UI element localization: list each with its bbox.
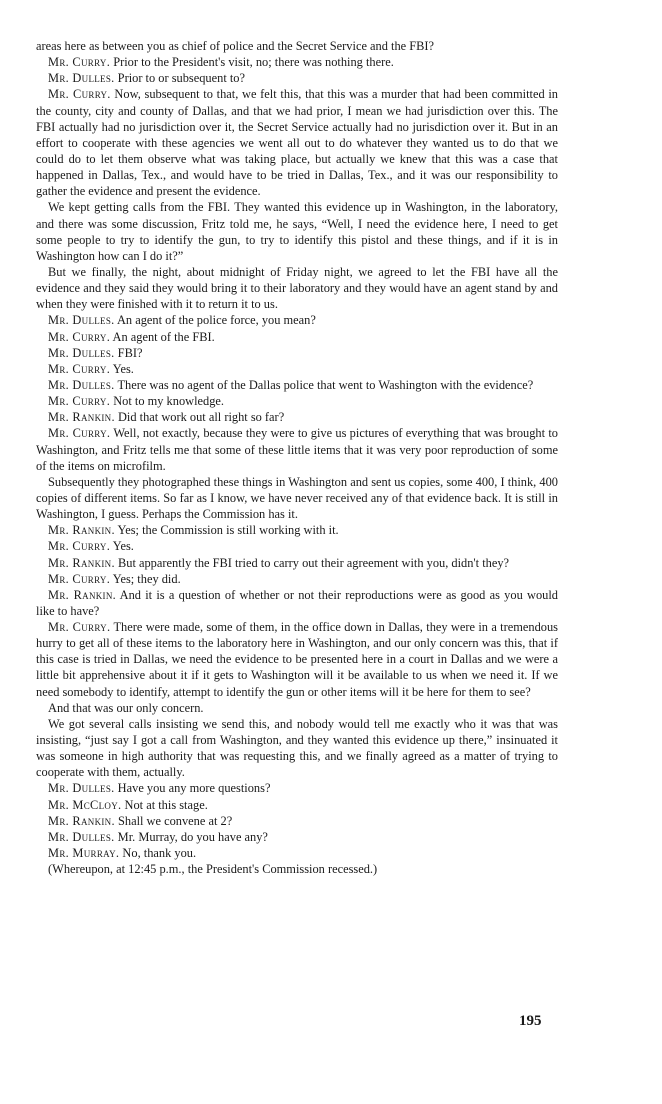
paragraph-text: Shall we convene at 2? [117, 813, 233, 828]
transcript-paragraph [36, 38, 558, 54]
paragraph-text: FBI? [117, 345, 143, 360]
speaker-name: Mr. Rankin. [48, 587, 117, 602]
speaker-name: Mr. Dulles. [48, 71, 115, 86]
paragraph-text: Now, subsequent to that, we felt this, that this was a murder that had been committed in the county, city and county of Dallas, and that we had prior, I mean we had jurisdiction over this. The FBI actually had no jurisdiction over it, the Secret Service actually had no jurisdiction over it. But in an effort to cooperate with these agencies we went all out to do whatever they wanted us to do that we could do to let them observe what was taking place, but actually we knew that this was a case that happened in Dallas, Tex., and would have to be tried in Dallas, Tex., and it was our responsibility to gather the evidence and present the evidence. [36, 87, 558, 199]
transcript-paragraph [36, 54, 558, 70]
speaker-name: Mr. Dulles. [48, 313, 115, 328]
transcript-body [36, 38, 558, 877]
transcript-paragraph [36, 619, 558, 700]
speaker-name: Mr. Curry. [48, 426, 111, 441]
speaker-name: Mr. Dulles. [48, 781, 115, 796]
transcript-paragraph [36, 361, 558, 377]
speaker-name: Mr. Curry. [48, 87, 111, 102]
speaker-name: Mr. Curry. [48, 55, 111, 70]
speaker-name: Mr. McCloy. [48, 797, 122, 812]
transcript-paragraph [36, 312, 558, 328]
paragraph-text: An agent of the FBI. [112, 329, 215, 344]
transcript-paragraph [36, 716, 558, 781]
transcript-paragraph [36, 199, 558, 264]
speaker-name: Mr. Curry. [48, 361, 111, 376]
paragraph-text: Prior to or subsequent to? [117, 71, 246, 86]
transcript-paragraph [36, 797, 558, 813]
paragraph-text: And that was our only concern. [48, 700, 204, 715]
speaker-name: Mr. Rankin. [48, 813, 115, 828]
transcript-paragraph [36, 409, 558, 425]
paragraph-text: But we finally, the night, about midnight of Friday night, we agreed to let the FBI have all the evidence and they said they would bring it to their laboratory and they would have an agent stand by and when they were finished with it to return it to us. [36, 264, 558, 312]
paragraph-text: Subsequently they photographed these things in Washington and sent us copies, some 400, I think, 400 copies of different items. So far as I know, we have never received any of that evidence back. It is still in Washington, I guess. Perhaps the Commission has it. [36, 474, 558, 522]
paragraph-text: Prior to the President's visit, no; there was nothing there. [113, 55, 394, 70]
transcript-paragraph [36, 70, 558, 86]
transcript-paragraph [36, 861, 558, 877]
transcript-paragraph [36, 522, 558, 538]
transcript-paragraph [36, 377, 558, 393]
speaker-name: Mr. Curry. [48, 329, 111, 344]
transcript-paragraph [36, 845, 558, 861]
paragraph-text: Yes. [112, 539, 134, 554]
transcript-paragraph [36, 555, 558, 571]
transcript-paragraph [36, 264, 558, 312]
transcript-paragraph [36, 345, 558, 361]
paragraph-text: Not to my knowledge. [113, 394, 225, 409]
transcript-paragraph [36, 829, 558, 845]
speaker-name: Mr. Rankin. [48, 523, 115, 538]
paragraph-text: But apparently the FBI tried to carry out their agreement with you, didn't they? [117, 555, 510, 570]
speaker-name: Mr. Curry. [48, 394, 111, 409]
transcript-paragraph [36, 700, 558, 716]
paragraph-text: Have you any more questions? [117, 781, 271, 796]
paragraph-text: Mr. Murray, do you have any? [117, 829, 268, 844]
paragraph-text: And it is a question of whether or not their reproductions were as good as you would like to have? [36, 587, 558, 618]
transcript-paragraph [36, 538, 558, 554]
paragraph-text: (Whereupon, at 12:45 p.m., the President's Commission recessed.) [48, 862, 378, 877]
paragraph-text: We kept getting calls from the FBI. They wanted this evidence up in Washington, in the laboratory, and there was some discussion, Fritz told me, he says, “Well, I need the evidence here, I need to get some people to try to identify the gun, to try to identify this pistol and these things, and if it is in Washington how can I do it?” [36, 200, 558, 263]
paragraph-text: There were made, some of them, in the office down in Dallas, they were in a tremendous hurry to get all of these items to the laboratory here in Washington, and our only concern was this, that if this case is tried in Dallas, we need the evidence to be presented here in a court in Dallas and we were a little bit apprehensive about it if it gets to Washington will it be available to us when we need it. If we need somebody to identify, attempt to identify the gun or other items will it be here for them to see? [36, 620, 558, 699]
paragraph-text: There was no agent of the Dallas police that went to Washington with the evidence? [117, 377, 534, 392]
transcript-paragraph [36, 813, 558, 829]
transcript-paragraph [36, 571, 558, 587]
paragraph-text: Yes. [112, 361, 134, 376]
speaker-name: Mr. Dulles. [48, 829, 115, 844]
paragraph-text: We got several calls insisting we send this, and nobody would tell me exactly who it was that was insisting, “just say I got a call from Washington, and they wanted this evidence up there,” insinuated it was someone in high authority that was requesting this, and we finally agreed as a matter of trying to cooperate with them, actually. [36, 716, 558, 780]
transcript-paragraph [36, 780, 558, 796]
transcript-paragraph [36, 393, 558, 409]
speaker-name: Mr. Rankin. [48, 410, 115, 425]
speaker-name: Mr. Curry. [48, 539, 111, 554]
paragraph-text: areas here as between you as chief of police and the Secret Service and the FBI? [36, 39, 435, 53]
paragraph-text: Yes; they did. [112, 571, 181, 586]
paragraph-text: An agent of the police force, you mean? [116, 313, 316, 328]
paragraph-text: Did that work out all right so far? [117, 410, 285, 425]
speaker-name: Mr. Curry. [48, 571, 111, 586]
speaker-name: Mr. Curry. [48, 620, 111, 635]
speaker-name: Mr. Murray. [48, 846, 120, 861]
paragraph-text: Well, not exactly, because they were to give us pictures of everything that was brought to Washington, and Fritz tells me that some of these little items that it was very poor reproduction of some of the items on microfilm. [36, 426, 558, 473]
transcript-paragraph [36, 425, 558, 473]
paragraph-text: Yes; the Commission is still working with it. [117, 523, 339, 538]
paragraph-text: Not at this stage. [124, 797, 208, 812]
page-number: 195 [519, 1013, 542, 1029]
transcript-paragraph [36, 474, 558, 522]
transcript-paragraph [36, 329, 558, 345]
transcript-paragraph [36, 86, 558, 199]
speaker-name: Mr. Dulles. [48, 345, 115, 360]
paragraph-text: No, thank you. [122, 846, 197, 861]
speaker-name: Mr. Rankin. [48, 555, 115, 570]
speaker-name: Mr. Dulles. [48, 377, 115, 392]
transcript-paragraph [36, 587, 558, 619]
